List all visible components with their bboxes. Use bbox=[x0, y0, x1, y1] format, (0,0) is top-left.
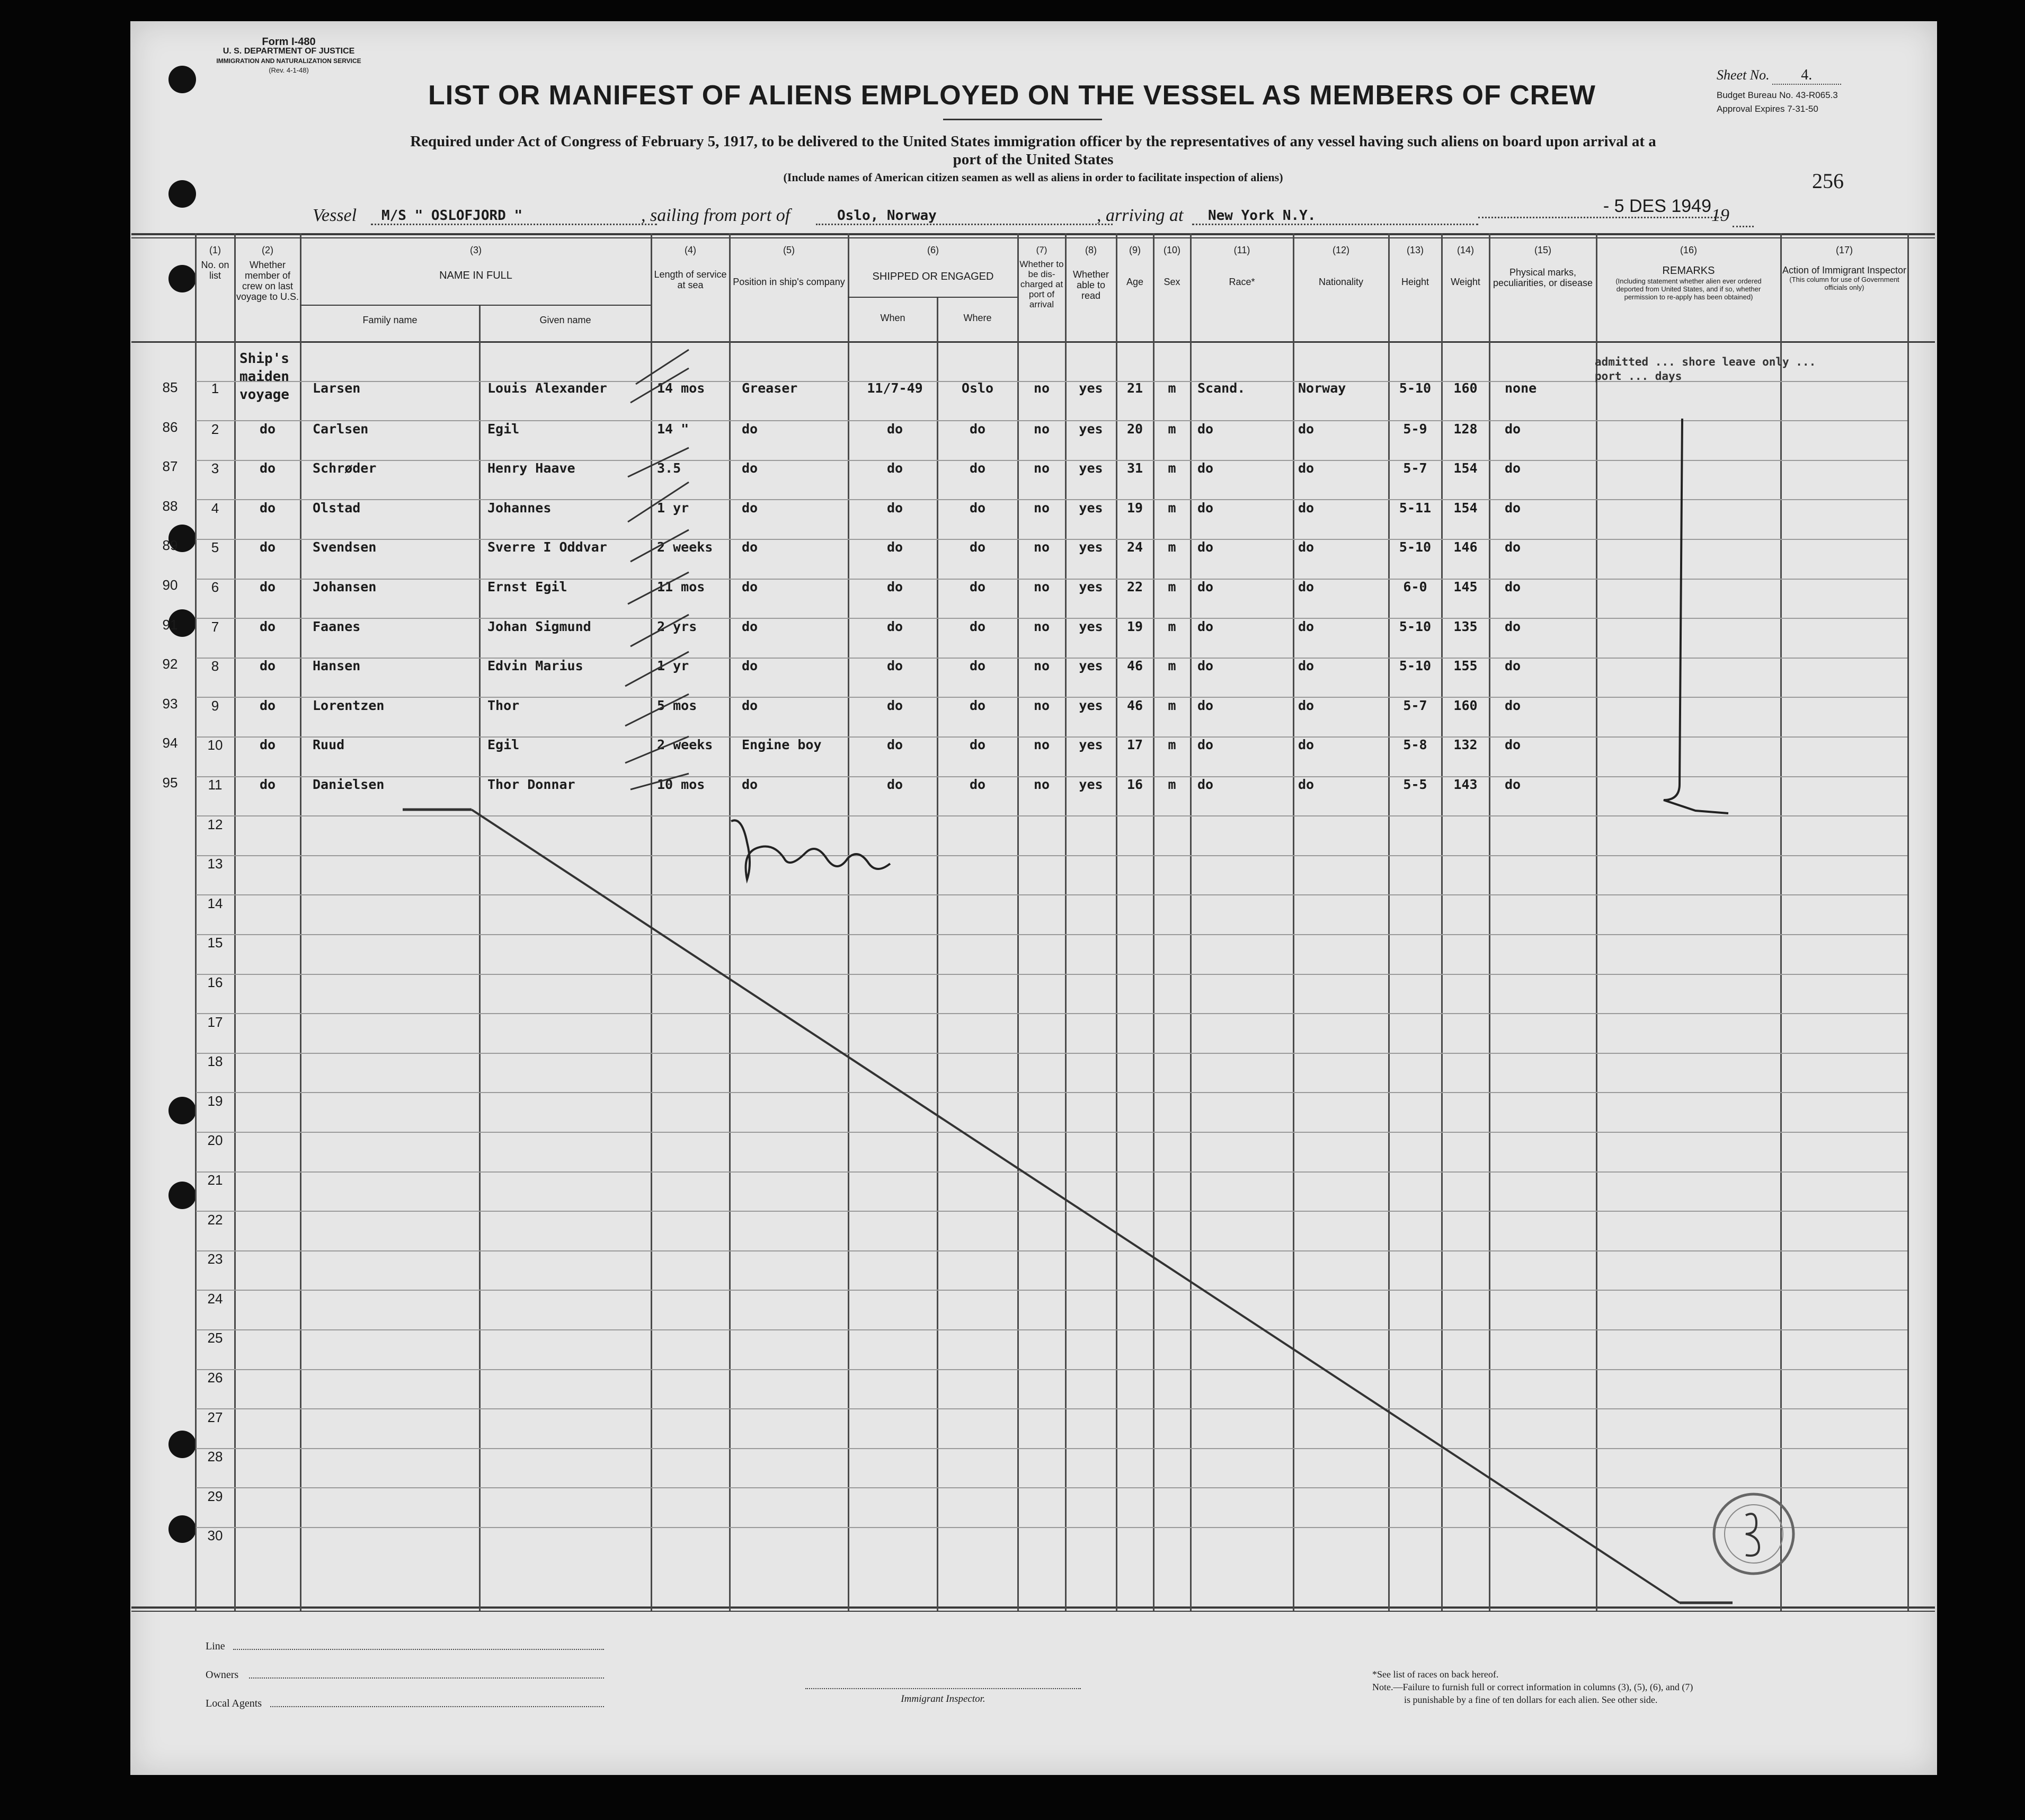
position: do bbox=[742, 658, 758, 673]
sex: m bbox=[1168, 737, 1176, 752]
sex: m bbox=[1168, 619, 1176, 634]
year-label: 19 bbox=[1711, 206, 1729, 225]
col1-label: No. on list bbox=[201, 260, 229, 281]
last-voyage: do bbox=[259, 737, 276, 752]
empty-row-number: 19 bbox=[207, 1093, 223, 1109]
sex: m bbox=[1168, 698, 1176, 713]
service-length: 11 mos bbox=[657, 579, 705, 594]
position: do bbox=[742, 500, 758, 516]
row-number: 7 bbox=[211, 619, 219, 635]
side-tally-number: 90 bbox=[162, 577, 178, 593]
given-name-header: Given name bbox=[539, 315, 591, 325]
physical-marks: do bbox=[1505, 777, 1521, 792]
sex: m bbox=[1168, 500, 1176, 516]
shipped-where: do bbox=[969, 539, 986, 555]
discharged: no bbox=[1033, 698, 1050, 713]
shipped-where: do bbox=[969, 698, 986, 713]
col4-num: (4) bbox=[685, 245, 696, 255]
empty-row-number: 12 bbox=[207, 816, 223, 832]
local-agents-label: Local Agents bbox=[206, 1698, 262, 1709]
nationality: do bbox=[1298, 579, 1315, 594]
height: 5-7 bbox=[1403, 698, 1427, 713]
position: do bbox=[742, 698, 758, 713]
footer-notes bbox=[1372, 1668, 1849, 1706]
page-title: LIST OR MANIFEST OF ALIENS EMPLOYED ON THE VESSEL AS MEMBERS OF CREW bbox=[428, 80, 1596, 111]
given-name: Ernst Egil bbox=[487, 579, 567, 594]
weight: 128 bbox=[1453, 421, 1478, 437]
nationality: do bbox=[1298, 539, 1315, 555]
nationality: do bbox=[1298, 698, 1315, 713]
race: do bbox=[1197, 539, 1214, 555]
position: do bbox=[742, 460, 758, 476]
able-to-read: yes bbox=[1079, 619, 1103, 634]
sex: m bbox=[1168, 380, 1176, 396]
row-number: 6 bbox=[211, 579, 219, 595]
weight: 146 bbox=[1453, 539, 1478, 555]
age: 17 bbox=[1126, 737, 1143, 752]
col17-num: (17) bbox=[1835, 245, 1853, 255]
weight: 132 bbox=[1453, 737, 1478, 752]
col16-num: (16) bbox=[1680, 245, 1697, 255]
physical-marks: none bbox=[1505, 380, 1537, 396]
discharged: no bbox=[1033, 380, 1050, 396]
row-number: 4 bbox=[211, 500, 219, 516]
physical-marks: do bbox=[1505, 460, 1521, 476]
weight: 160 bbox=[1453, 698, 1478, 713]
age: 46 bbox=[1126, 698, 1143, 713]
given-name: Johannes bbox=[487, 500, 552, 516]
col4-label: Length of service at sea bbox=[654, 269, 727, 290]
col5-num: (5) bbox=[783, 245, 795, 255]
empty-row-number: 25 bbox=[207, 1330, 223, 1346]
stamp-number: 256 bbox=[1812, 169, 1844, 193]
shipped-where: do bbox=[969, 619, 986, 634]
empty-row-number: 29 bbox=[207, 1488, 223, 1504]
empty-row-number: 24 bbox=[207, 1291, 223, 1307]
tick-marks bbox=[625, 350, 689, 789]
able-to-read: yes bbox=[1079, 698, 1103, 713]
height: 5-10 bbox=[1399, 380, 1432, 396]
physical-marks: do bbox=[1505, 579, 1521, 594]
last-voyage: do bbox=[259, 619, 276, 634]
given-name: Thor Donnar bbox=[487, 777, 575, 792]
sex: m bbox=[1168, 539, 1176, 555]
height: 5-7 bbox=[1403, 460, 1427, 476]
empty-row-number: 28 bbox=[207, 1449, 223, 1464]
shipped-where: do bbox=[969, 737, 986, 752]
col8-label: Whether able to read bbox=[1072, 269, 1109, 301]
col12-label: Nationality bbox=[1318, 277, 1364, 287]
physical-marks: do bbox=[1505, 658, 1521, 673]
given-name: Egil bbox=[487, 421, 520, 437]
age: 22 bbox=[1126, 579, 1143, 594]
service-length: 14 " bbox=[657, 421, 689, 437]
discharged: no bbox=[1033, 421, 1050, 437]
position: do bbox=[742, 619, 758, 634]
discharged: no bbox=[1033, 500, 1050, 516]
side-tally-number: 91 bbox=[162, 617, 178, 633]
row-number: 3 bbox=[211, 460, 219, 476]
col3-label: NAME IN FULL bbox=[439, 270, 512, 281]
weight: 135 bbox=[1453, 619, 1478, 634]
height: 6-0 bbox=[1403, 579, 1427, 594]
position: do bbox=[742, 579, 758, 594]
last-voyage: do bbox=[259, 579, 276, 594]
family-name: Carlsen bbox=[313, 421, 369, 437]
shipped-where: do bbox=[969, 579, 986, 594]
able-to-read: yes bbox=[1079, 421, 1103, 437]
position: do bbox=[742, 421, 758, 437]
shipped-when: do bbox=[886, 777, 903, 792]
race: do bbox=[1197, 579, 1214, 594]
able-to-read: yes bbox=[1079, 380, 1103, 396]
position: do bbox=[742, 539, 758, 555]
col13-label: Height bbox=[1401, 277, 1429, 287]
able-to-read: yes bbox=[1079, 500, 1103, 516]
shipped-when: do bbox=[886, 421, 903, 437]
col9-label: Age bbox=[1126, 277, 1144, 287]
given-name: Johan Sigmund bbox=[487, 619, 591, 634]
shipped-when: do bbox=[886, 579, 903, 594]
col15-num: (15) bbox=[1534, 245, 1551, 255]
sex: m bbox=[1168, 460, 1176, 476]
side-tally-number: 89 bbox=[162, 537, 178, 553]
col7-label: Whether to be dis-charged at port of arrival bbox=[1019, 259, 1064, 309]
nationality: do bbox=[1298, 619, 1315, 634]
last-voyage: do bbox=[259, 539, 276, 555]
col16-sublabel: (Including statement whether alien ever ordered deported from United States, and if so, whether permission to re-apply has been obtained) bbox=[1615, 277, 1762, 301]
sex: m bbox=[1168, 579, 1176, 594]
age: 16 bbox=[1126, 777, 1143, 792]
subtitle-line-1: Required under Act of Congress of February 5, 1917, to be delivered to the United States immigration officer by the representatives of any vessel having such aliens on board upon arrival at a bbox=[410, 133, 1656, 150]
discharged: no bbox=[1033, 539, 1050, 555]
empty-row-number: 15 bbox=[207, 935, 223, 951]
given-name: Egil bbox=[487, 737, 520, 752]
weight: 160 bbox=[1453, 380, 1478, 396]
position: Greaser bbox=[742, 380, 798, 396]
side-tally-number: 94 bbox=[162, 735, 178, 751]
col3-num: (3) bbox=[470, 245, 482, 255]
empty-row-number: 16 bbox=[207, 974, 223, 990]
physical-marks: do bbox=[1505, 539, 1521, 555]
col17-sublabel: (This column for use of Government officials only) bbox=[1789, 276, 1899, 291]
col6-num: (6) bbox=[927, 245, 939, 255]
discharged: no bbox=[1033, 658, 1050, 673]
empty-row-number: 21 bbox=[207, 1172, 223, 1188]
race: do bbox=[1197, 421, 1214, 437]
side-tally-number: 86 bbox=[162, 419, 178, 435]
service-length: 1 yr bbox=[657, 500, 689, 516]
shipped-when: do bbox=[886, 619, 903, 634]
given-name: Louis Alexander bbox=[487, 380, 607, 396]
nationality: do bbox=[1298, 421, 1315, 437]
sex: m bbox=[1168, 777, 1176, 792]
shipped-when: do bbox=[886, 460, 903, 476]
subtitle-line-3: (Include names of American citizen seamen as well as aliens in order to facilitate inspection of aliens) bbox=[783, 171, 1283, 184]
owners-blank bbox=[249, 1677, 604, 1679]
age: 31 bbox=[1126, 460, 1143, 476]
seal-initials bbox=[1746, 1514, 1759, 1556]
service-length: 2 weeks bbox=[657, 539, 713, 555]
family-name: Lorentzen bbox=[313, 698, 385, 713]
col17-label: Action of Immigrant Inspector bbox=[1782, 265, 1907, 276]
physical-marks: do bbox=[1505, 500, 1521, 516]
height: 5-5 bbox=[1403, 777, 1427, 792]
approval-expires: Approval Expires 7-31-50 bbox=[1717, 104, 1818, 114]
arriving-label: , arriving at bbox=[1097, 206, 1184, 225]
arrival-port: New York N.Y. bbox=[1192, 208, 1478, 225]
discharged: no bbox=[1033, 579, 1050, 594]
sailing-port: Oslo, Norway bbox=[816, 208, 1113, 225]
consular-seal bbox=[1714, 1494, 1793, 1574]
weight: 143 bbox=[1453, 777, 1478, 792]
physical-marks: do bbox=[1505, 619, 1521, 634]
side-tally-number: 85 bbox=[162, 379, 178, 395]
discharged: no bbox=[1033, 777, 1050, 792]
given-name: Thor bbox=[487, 698, 520, 713]
able-to-read: yes bbox=[1079, 539, 1103, 555]
col1-num: (1) bbox=[209, 245, 221, 255]
local-agents-blank bbox=[270, 1706, 604, 1707]
family-name: Johansen bbox=[313, 579, 377, 594]
height: 5-11 bbox=[1399, 500, 1432, 516]
given-name: Henry Haave bbox=[487, 460, 575, 476]
physical-marks: do bbox=[1505, 421, 1521, 437]
position: do bbox=[742, 777, 758, 792]
family-name: Schrøder bbox=[313, 460, 377, 476]
service-length: 2 weeks bbox=[657, 737, 713, 752]
empty-row-number: 20 bbox=[207, 1132, 223, 1148]
side-tally-number: 93 bbox=[162, 696, 178, 712]
weight: 155 bbox=[1453, 658, 1478, 673]
vessel-name: M/S " OSLOFJORD " bbox=[371, 208, 657, 225]
sheet-label: Sheet No. bbox=[1717, 67, 1770, 83]
col9-num: (9) bbox=[1129, 245, 1141, 255]
empty-row-number: 27 bbox=[207, 1409, 223, 1425]
col11-label: Race* bbox=[1229, 277, 1255, 287]
remarks-stamp: admitted ... shore leave only ... port ... days bbox=[1595, 356, 1816, 383]
line-label: Line bbox=[206, 1640, 225, 1652]
family-name: Larsen bbox=[313, 380, 361, 396]
col10-label: Sex bbox=[1164, 277, 1180, 287]
shipped-when: do bbox=[886, 539, 903, 555]
maiden-voyage-note: Ship's maiden voyage bbox=[239, 351, 289, 403]
shipped-when: do bbox=[886, 698, 903, 713]
shipped-when: do bbox=[886, 658, 903, 673]
family-name: Hansen bbox=[313, 658, 361, 673]
empty-row-number: 18 bbox=[207, 1053, 223, 1069]
row-number: 8 bbox=[211, 658, 219, 674]
discharged: no bbox=[1033, 460, 1050, 476]
race: do bbox=[1197, 500, 1214, 516]
nationality: do bbox=[1298, 658, 1315, 673]
vessel-label: Vessel bbox=[313, 206, 357, 225]
family-name: Faanes bbox=[313, 619, 361, 634]
race: do bbox=[1197, 698, 1214, 713]
sailing-label: , sailing from port of bbox=[641, 206, 791, 225]
diagonal-cancel-line bbox=[472, 810, 1680, 1603]
shipped-where: do bbox=[969, 500, 986, 516]
service-length: 14 mos bbox=[657, 380, 705, 396]
race: do bbox=[1197, 619, 1214, 634]
nationality: do bbox=[1298, 460, 1315, 476]
handwritten-signature bbox=[731, 820, 890, 880]
col16-label: REMARKS bbox=[1662, 265, 1715, 277]
subtitle-line-2: port of the United States bbox=[953, 151, 1114, 168]
sheet-number: 4. bbox=[1772, 67, 1841, 85]
physical-marks: do bbox=[1505, 698, 1521, 713]
col2-label: Whether member of crew on last voyage to U.S. bbox=[236, 260, 299, 302]
service-length: 5 mos bbox=[657, 698, 697, 713]
line-blank bbox=[233, 1649, 604, 1650]
form-number: Form I-480 bbox=[262, 36, 316, 48]
inspector-label: Immigrant Inspector. bbox=[901, 1693, 985, 1704]
race: do bbox=[1197, 658, 1214, 673]
service-length: 10 mos bbox=[657, 777, 705, 792]
side-tally-number: 95 bbox=[162, 775, 178, 791]
col2-num: (2) bbox=[262, 245, 273, 255]
position: Engine boy bbox=[742, 737, 822, 752]
empty-row-number: 23 bbox=[207, 1251, 223, 1267]
age: 46 bbox=[1126, 658, 1143, 673]
sex: m bbox=[1168, 421, 1176, 437]
last-voyage: do bbox=[259, 460, 276, 476]
able-to-read: yes bbox=[1079, 737, 1103, 752]
col13-num: (13) bbox=[1406, 245, 1424, 255]
col6-label: SHIPPED OR ENGAGED bbox=[872, 271, 994, 282]
last-voyage: do bbox=[259, 658, 276, 673]
row-number: 5 bbox=[211, 539, 219, 555]
col8-num: (8) bbox=[1085, 245, 1097, 255]
shipped-where: do bbox=[969, 460, 986, 476]
family-name-header: Family name bbox=[362, 315, 418, 325]
family-name: Olstad bbox=[313, 500, 361, 516]
service-length: 1 yr bbox=[657, 658, 689, 673]
given-name: Sverre I Oddvar bbox=[487, 539, 607, 555]
height: 5-10 bbox=[1399, 619, 1432, 634]
weight: 154 bbox=[1453, 500, 1478, 516]
race: do bbox=[1197, 777, 1214, 792]
service-length: 3.5 bbox=[657, 460, 681, 476]
nationality: do bbox=[1298, 737, 1315, 752]
weight: 154 bbox=[1453, 460, 1478, 476]
service-name: IMMIGRATION AND NATURALIZATION SERVICE bbox=[216, 57, 361, 65]
height: 5-9 bbox=[1403, 421, 1427, 437]
race: do bbox=[1197, 460, 1214, 476]
family-name: Svendsen bbox=[313, 539, 377, 555]
empty-row-number: 30 bbox=[207, 1528, 223, 1543]
row-number: 11 bbox=[208, 777, 223, 793]
last-voyage: do bbox=[259, 421, 276, 437]
inspector-blank bbox=[805, 1688, 1081, 1689]
col5-label: Position in ship's company bbox=[733, 277, 845, 287]
age: 24 bbox=[1126, 539, 1143, 555]
col7-num: (7) bbox=[1036, 245, 1047, 255]
nationality: do bbox=[1298, 500, 1315, 516]
empty-row-number: 26 bbox=[207, 1370, 223, 1386]
age: 19 bbox=[1126, 619, 1143, 634]
discharged: no bbox=[1033, 737, 1050, 752]
side-tally-number: 92 bbox=[162, 656, 178, 672]
able-to-read: yes bbox=[1079, 777, 1103, 792]
last-voyage: do bbox=[259, 777, 276, 792]
service-length: 2 yrs bbox=[657, 619, 697, 634]
row-number: 10 bbox=[207, 737, 223, 753]
empty-row-number: 13 bbox=[207, 856, 223, 872]
race: do bbox=[1197, 737, 1214, 752]
age: 21 bbox=[1126, 380, 1143, 396]
family-name: Danielsen bbox=[313, 777, 385, 792]
physical-marks: do bbox=[1505, 737, 1521, 752]
family-name: Ruud bbox=[313, 737, 345, 752]
able-to-read: yes bbox=[1079, 579, 1103, 594]
last-voyage: do bbox=[259, 698, 276, 713]
row-number: 1 bbox=[211, 380, 219, 396]
sex: m bbox=[1168, 658, 1176, 673]
shipped-where: do bbox=[969, 421, 986, 437]
able-to-read: yes bbox=[1079, 460, 1103, 476]
col14-num: (14) bbox=[1456, 245, 1474, 255]
col10-num: (10) bbox=[1163, 245, 1180, 255]
shipped-where: do bbox=[969, 777, 986, 792]
races-note: *See list of races on back hereof. bbox=[1372, 1669, 1499, 1680]
owners-label: Owners bbox=[206, 1669, 239, 1681]
shipped-where: Oslo bbox=[961, 380, 994, 396]
side-tally-number: 87 bbox=[162, 458, 178, 474]
given-name: Edvin Marius bbox=[487, 658, 583, 673]
height: 5-10 bbox=[1399, 539, 1432, 555]
dept-name: U. S. DEPARTMENT OF JUSTICE bbox=[223, 47, 355, 56]
col12-num: (12) bbox=[1332, 245, 1349, 255]
able-to-read: yes bbox=[1079, 658, 1103, 673]
height: 5-10 bbox=[1399, 658, 1432, 673]
weight: 145 bbox=[1453, 579, 1478, 594]
when-header: When bbox=[880, 313, 905, 323]
height: 5-8 bbox=[1403, 737, 1427, 752]
empty-row-number: 17 bbox=[207, 1014, 223, 1030]
penalty-note-1: Note.—Failure to furnish full or correct information in columns (3), (5), (6), and (7) bbox=[1372, 1682, 1693, 1692]
where-header: Where bbox=[963, 313, 992, 323]
penalty-note-2: is punishable by a fine of ten dollars for each alien. See other side. bbox=[1404, 1694, 1658, 1705]
race: Scand. bbox=[1197, 380, 1246, 396]
side-tally-number: 88 bbox=[162, 498, 178, 514]
shipped-when: do bbox=[886, 737, 903, 752]
revision: (Rev. 4-1-48) bbox=[269, 66, 309, 74]
col11-num: (11) bbox=[1233, 245, 1250, 255]
ditto-bracket bbox=[1664, 419, 1728, 813]
row-number: 2 bbox=[211, 421, 219, 437]
shipped-when: do bbox=[886, 500, 903, 516]
shipped-when: 11/7-49 bbox=[867, 380, 923, 396]
col15-label: Physical marks, peculiarities, or disease bbox=[1493, 267, 1593, 288]
last-voyage: do bbox=[259, 500, 276, 516]
row-number: 9 bbox=[211, 698, 219, 714]
nationality: Norway bbox=[1298, 380, 1346, 396]
empty-row-number: 22 bbox=[207, 1212, 223, 1228]
budget-bureau: Budget Bureau No. 43-R065.3 bbox=[1717, 90, 1838, 100]
shipped-where: do bbox=[969, 658, 986, 673]
age: 20 bbox=[1126, 421, 1143, 437]
discharged: no bbox=[1033, 619, 1050, 634]
col14-label: Weight bbox=[1451, 277, 1480, 287]
nationality: do bbox=[1298, 777, 1315, 792]
arrival-date-stamp: - 5 DES 1949 bbox=[1478, 196, 1722, 218]
age: 19 bbox=[1126, 500, 1143, 516]
empty-row-number: 14 bbox=[207, 895, 223, 911]
